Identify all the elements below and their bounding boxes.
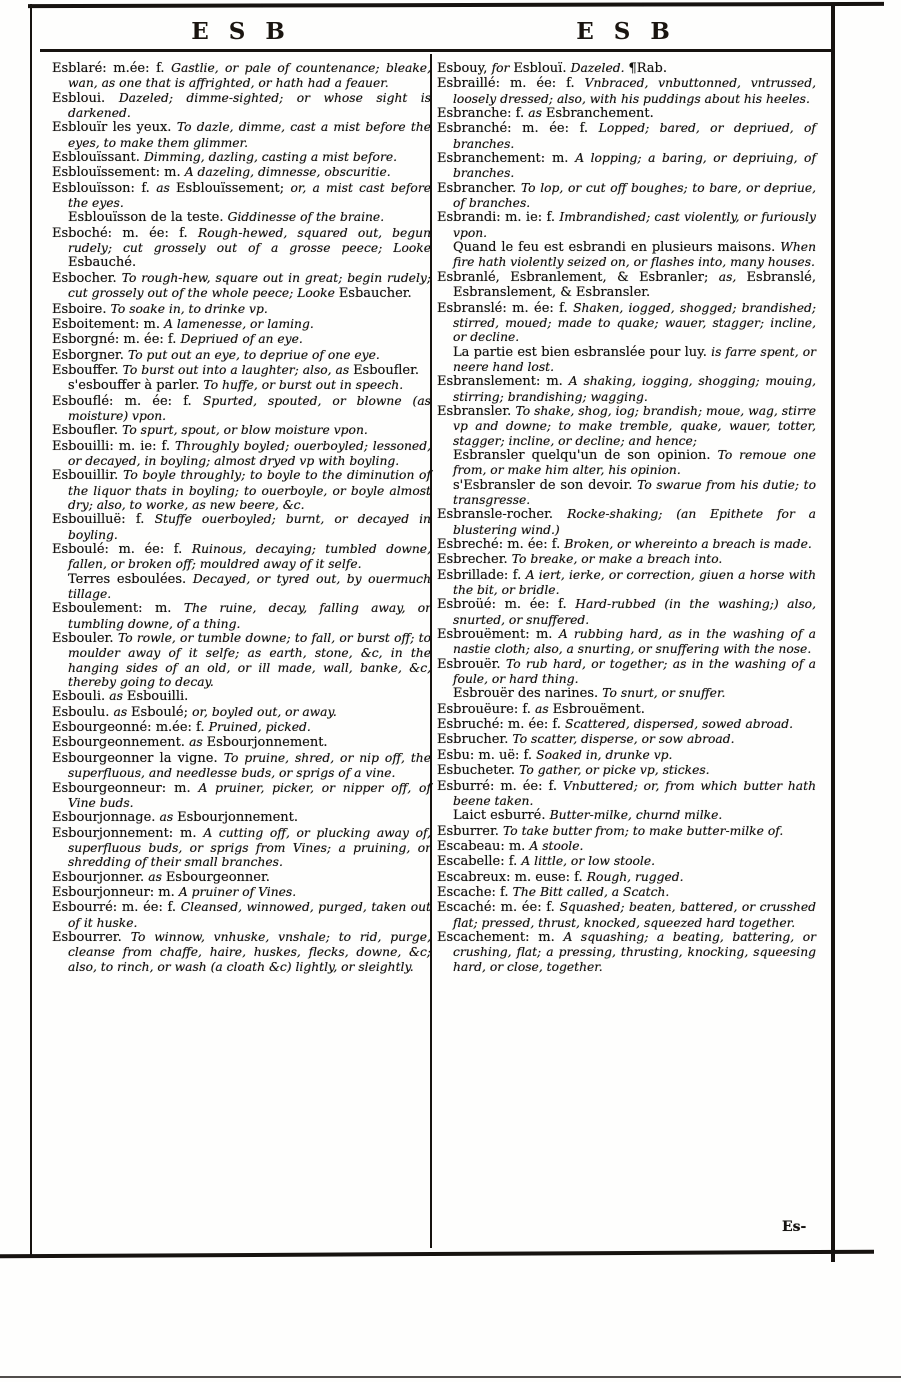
headword-text: Esbouffer.	[52, 362, 123, 378]
headword-text: Esbranslement: m.	[437, 374, 569, 390]
headword-text: Escabeau: m.	[437, 838, 530, 854]
definition-text: A lopping; a baring, or depriuing, of branches.	[453, 151, 817, 181]
definition-text: A dazeling, dimnesse, obscuritie.	[184, 165, 391, 180]
definition-text: is farre spent, or neere hand lost.	[453, 344, 816, 374]
catchword: Es-	[782, 1219, 807, 1235]
definition-text: To spurt, spout, or blow moisture vpon.	[122, 423, 368, 438]
headword-text: Esbourgeonneur: m.	[52, 780, 199, 796]
definition-text: To breake, or make a breach into.	[511, 552, 723, 567]
headword-text: Esbrecher.	[437, 552, 512, 568]
definition-text: To burst out into a laughter; also, as	[122, 362, 354, 377]
definition-text: for	[491, 61, 514, 75]
definition-text: as	[156, 180, 177, 195]
headword-text: s'Esbransler de son devoir.	[453, 477, 638, 493]
definition-text: Shaken, iogged, shogged; brandished; stirred, moued; made to quake; wauer, stagger; incline, or decline.	[453, 300, 817, 345]
dictionary-entry	[52, 781, 431, 811]
definition-text: To rowle, or tumble downe; to fall, or burst off; to moulder away of it selfe; as earth, stone, &c, in the hanging sides of an old, or ill made, wall, banke, &c, thereby going to decay.	[68, 631, 432, 690]
definition-text: Throughly boyled; ouerboyled; lessoned, or decayed, in boyling; almost dryed vp with boyling.	[68, 438, 431, 468]
definition-text: as	[535, 701, 553, 716]
headword-text: Esbouflé: m. ée: f.	[52, 393, 203, 409]
headword-text: Esblaré: m.ée: f.	[52, 61, 172, 76]
headword-text: Esbransle-rocher.	[437, 507, 568, 523]
dictionary-entry	[52, 150, 431, 165]
headword-text: Esboufler.	[52, 423, 123, 439]
headword-text: Esbouy,	[437, 61, 492, 76]
dictionary-subentry	[437, 686, 816, 701]
dictionary-entry	[52, 348, 431, 363]
headword-text: Esbouilluë: f.	[52, 512, 155, 528]
headword-text: Esblouïssement: m.	[52, 165, 185, 181]
headword-text: Esbourjonnage.	[52, 810, 160, 826]
dictionary-entry	[437, 106, 816, 121]
definition-text: To swarue from his dutie; to transgresse.	[453, 477, 816, 507]
definition-text: To pruine, shred, or nip off, the superfluous, and needlesse buds, or sprigs of a vine.	[68, 750, 431, 781]
headword-text: Escabreux: m. euse: f.	[437, 869, 587, 885]
headword-text: Esbransler quelqu'un de son opinion.	[453, 447, 718, 463]
definition-text: Ruinous, decaying; tumbled downe, fallen, or broken off; mouldred away of it selfe.	[68, 542, 431, 572]
dictionary-subentry	[437, 478, 816, 508]
dictionary-entry	[437, 717, 816, 732]
headword-text: Esbouillir.	[52, 468, 124, 484]
dictionary-entry	[437, 870, 816, 885]
definition-text: The ruine, decay, falling away, or tumbling downe, of a thing.	[68, 601, 431, 631]
definition-text: A shaking, iogging, shogging; mouing, stirring; brandishing; wagging.	[453, 374, 816, 404]
definition-text: as,	[718, 269, 747, 284]
definition-text: as	[528, 106, 546, 121]
definition-text: Imbrandished; cast violently, or furiously vpon.	[453, 210, 816, 240]
dictionary-entry	[52, 165, 431, 180]
dictionary-entry	[52, 705, 431, 720]
headword-text: Esbrucher.	[437, 732, 513, 748]
headword-text: Esbraillé: m. ée: f.	[437, 76, 585, 92]
headword-text: Esblouïsson: f.	[52, 180, 157, 196]
dictionary-entry	[52, 120, 431, 150]
definition-text: Butter-milke, churnd milke.	[549, 808, 723, 823]
dictionary-entry	[437, 270, 816, 301]
dictionary-entry	[437, 824, 816, 839]
definition-text: To put out an eye, to depriue of one eye.	[127, 347, 380, 362]
dictionary-entry	[437, 121, 816, 151]
dictionary-entry	[437, 552, 816, 567]
definition-text: Dazeled.	[570, 61, 629, 75]
dictionary-entry	[437, 732, 816, 747]
headword-text: Esbroüé: m. ée: f.	[437, 597, 576, 613]
headword-text: La partie est bien esbranslée pour luy.	[453, 344, 712, 360]
headword-text: Terres esboulées.	[68, 571, 193, 587]
headword-text: Esbourgeonnement.	[52, 735, 190, 751]
dictionary-column-right	[437, 61, 816, 974]
dictionary-entry	[52, 751, 431, 781]
dictionary-entry	[52, 394, 431, 424]
headword-text: Escaché: m. ée: f.	[437, 900, 560, 916]
headword-text: Quand le feu est esbrandi en plusieurs maisons.	[453, 240, 781, 256]
headword-text: Esburré: m. ée: f.	[437, 778, 563, 794]
headword-text: Escabelle: f.	[437, 854, 522, 870]
dictionary-entry	[437, 839, 816, 854]
page-bottom-rule	[0, 1250, 874, 1259]
definition-text: A squashing; a beating, battering, or crushing, flat; a pressing, thrusting, knocking, squeesing hard, or close, together.	[453, 929, 817, 974]
definition-text: To lop, or cut off boughes; to bare, or depriue, of branches.	[453, 180, 817, 211]
headword-text: Esbouler.	[52, 631, 118, 647]
headword-text: Esbourjonner.	[52, 869, 149, 885]
dictionary-entry	[52, 900, 431, 930]
headword-text: Esbreché: m. ée: f.	[437, 537, 565, 552]
dictionary-entry	[52, 930, 431, 974]
definition-text: Soaked in, drunke vp.	[536, 747, 673, 762]
definition-text: To shake, shog, iog; brandish; moue, wag, stirre vp and downe; to make tremble, quake, wauer, totter, stagger; incline, or decline; and hence;	[453, 403, 816, 448]
headword-text: Esbourrer.	[52, 929, 131, 945]
dictionary-entry	[52, 720, 431, 735]
headword-text: Esbourjonnement.	[206, 735, 328, 751]
definition-text: Pruined, picked.	[208, 720, 311, 735]
headword-text: Esbloui.	[52, 90, 119, 106]
definition-text: or, boyled out, or away.	[192, 704, 337, 719]
dictionary-subentry	[437, 345, 816, 375]
headword-text: Esborgner.	[52, 347, 128, 363]
dictionary-entry	[437, 568, 816, 598]
headword-text: Esboire.	[52, 301, 111, 317]
headword-text: Esbourjonneur: m.	[52, 884, 179, 900]
definition-text: Squashed; beaten, battered, or crusshed flat; pressed, thrust, knocked, squeezed hard together.	[453, 900, 816, 930]
dictionary-entry	[437, 507, 816, 537]
headword-text: Esbrancher.	[437, 180, 521, 196]
dictionary-entry	[437, 61, 816, 76]
headword-text: Esbranlé, Esbranlement, & Esbranler;	[437, 269, 719, 285]
definition-text: To take butter from; to make butter-milke of.	[503, 823, 784, 838]
headword-text: Esbrouëure: f.	[437, 701, 535, 717]
dictionary-entry	[52, 601, 431, 631]
definition-text: A rubbing hard, as in the washing of a nastie cloth; also, a snurting, or snuffering with the nose.	[453, 627, 817, 657]
scan-foot-edge-line	[0, 1376, 901, 1378]
definition-text: To winnow, vnhuske, vnshale; to rid, purge, cleanse from chaffe, haire, huskes, flecks, downe, &c; also, to rinch, or wash (a cloath &c) lightly, or sleightly.	[68, 929, 431, 974]
definition-text: Vnbraced, vnbuttonned, vntrussed, loosely dressed; also, with his puddings about his heeles.	[453, 76, 816, 106]
dictionary-entry	[52, 512, 431, 542]
definition-text: A pruiner of Vines.	[178, 884, 297, 899]
page-left-border	[30, 4, 32, 1256]
definition-text: To remoue one from, or make him alter, his opinion.	[453, 447, 816, 478]
dictionary-entry	[52, 689, 431, 704]
dictionary-entry	[437, 702, 816, 717]
dictionary-entry	[437, 779, 816, 809]
definition-text: To dazle, dimme, cast a mist before the eyes, to make them glimmer.	[68, 120, 431, 150]
dictionary-entry	[52, 423, 431, 438]
headword-text: Esbranche: f.	[437, 106, 529, 122]
dictionary-entry	[52, 271, 431, 302]
headword-text: Esboulement: m.	[52, 601, 184, 617]
dictionary-entry	[437, 210, 816, 240]
headword-text: ¶Rab.	[628, 61, 668, 76]
headword-text: Esblouïsson de la teste.	[68, 210, 228, 226]
headword-text: Esbauché.	[68, 255, 137, 271]
definition-text: as	[109, 689, 127, 704]
definition-text: Giddinesse of the braine.	[227, 210, 385, 225]
dictionary-entry	[52, 631, 431, 689]
headword-text: Esbruché: m. ée: f.	[437, 717, 566, 733]
dictionary-entry	[52, 810, 431, 825]
headword-text: Esboulu.	[52, 704, 114, 720]
dictionary-entry	[52, 542, 431, 572]
dictionary-entry	[52, 332, 431, 347]
dictionary-entry	[52, 885, 431, 900]
dictionary-entry	[437, 301, 816, 345]
headword-text: Esborgné: m. ée: f.	[52, 332, 181, 348]
dictionary-subentry	[52, 572, 431, 602]
headword-text: Esbrouër.	[437, 656, 507, 672]
definition-text: Dazeled; dimme-sighted; or whose sight is darkened.	[68, 90, 431, 121]
headword-text: Escache: f.	[437, 884, 513, 900]
definition-text: To gather, or picke vp, stickes.	[519, 763, 710, 778]
headword-text: Esblouï.	[513, 61, 571, 76]
definition-text: A lamenesse, or laming.	[164, 316, 314, 331]
dictionary-subentry	[437, 808, 816, 823]
dictionary-entry	[52, 317, 431, 332]
definition-text: as	[189, 735, 207, 750]
headword-text: Esboché: m. ée: f.	[52, 225, 198, 241]
dictionary-entry	[52, 226, 431, 271]
dictionary-entry	[52, 826, 431, 870]
headword-text: Escachement: m.	[437, 929, 564, 945]
dictionary-entry	[52, 735, 431, 750]
dictionary-entry	[437, 374, 816, 404]
dictionary-entry	[437, 748, 816, 763]
dictionary-entry	[437, 885, 816, 900]
dictionary-subentry	[437, 448, 816, 478]
definition-text: To huffe, or burst out in speech.	[203, 378, 404, 393]
headword-text: Esbourjonnement.	[177, 810, 299, 826]
headword-text: Esbourgeonné: m.ée: f.	[52, 720, 209, 736]
dictionary-column-left	[52, 61, 431, 974]
definition-text: Hard-rubbed (in the washing;) also, snurted, or snuffered.	[453, 597, 816, 627]
definition-text: To boyle throughly; to boyle to the diminution of the liquor thats in boyling; to ouerboyle, or boyle almost dry; also, to worke, as new beere, &c.	[68, 468, 431, 512]
headword-text: Esbransler.	[437, 403, 516, 419]
headword-text: Esbucheter.	[437, 763, 520, 779]
headword-text: Esbranchement: m.	[437, 151, 576, 167]
definition-text: or, a mist cast before the eyes.	[68, 180, 431, 211]
headword-text: Esbrillade: f.	[437, 567, 526, 583]
definition-text: Stuffe ouerboyled; burnt, or decayed in boyling.	[68, 512, 431, 542]
headword-text: s'esbouffer à parler.	[68, 378, 204, 394]
headword-text: Esbu: m. uë: f.	[437, 747, 537, 763]
headword-text: Esbourgeonner la vigne.	[52, 750, 224, 766]
dictionary-entry	[52, 181, 431, 211]
headword-text: Esbourré: m. ée: f.	[52, 900, 181, 916]
dictionary-entry	[437, 657, 816, 687]
dictionary-entry	[437, 854, 816, 869]
headword-text: Esboitement: m.	[52, 316, 165, 332]
dictionary-entry	[52, 439, 431, 469]
definition-text: Broken, or whereinto a breach is made.	[564, 537, 812, 551]
definition-text: A little, or low stoole.	[521, 854, 656, 869]
dictionary-entry	[52, 91, 431, 121]
dictionary-entry	[52, 870, 431, 885]
dictionary-entry	[52, 363, 431, 378]
definition-text: Vnbuttered; or, from which butter hath beene taken.	[453, 778, 816, 808]
definition-text: To soake in, to drinke vp.	[110, 301, 268, 316]
dictionary-entry	[437, 627, 816, 657]
definition-text: Rough-hewed, squared out, begun rudely; cut grossely out of a grosse peece; Looke	[68, 225, 431, 256]
header-rule	[40, 49, 832, 52]
headword-text: Esboulé: m. ée: f.	[52, 542, 192, 557]
definition-text: A cutting off, or plucking away of, superfluous buds, or sprigs from Vines; a pruining, or shredding of their small branches.	[68, 825, 431, 870]
dictionary-subentry	[437, 240, 816, 270]
headword-text: Esbaucher.	[338, 286, 412, 302]
headword-text: Esbourjonnement: m.	[52, 825, 204, 841]
dictionary-subentry	[52, 210, 431, 225]
dictionary-entry	[437, 597, 816, 627]
definition-text: To scatter, disperse, or sow abroad.	[512, 732, 735, 747]
definition-text: Cleansed, winnowed, purged, taken out of it huske.	[68, 900, 431, 930]
definition-text: A stoole.	[529, 838, 584, 853]
definition-text: Scattered, dispersed, sowed abroad.	[565, 717, 794, 732]
headword-text: Esbrandi: m. ie: f.	[437, 210, 560, 226]
headword-text: Esbouilli: m. ie: f.	[52, 438, 175, 454]
dictionary-entry	[52, 468, 431, 512]
running-head-right: E S B	[576, 18, 676, 45]
definition-text: When fire hath violently seized on, or flashes into, many houses.	[453, 240, 816, 270]
dictionary-entry	[437, 763, 816, 778]
definition-text: A pruiner, picker, or nipper off, of Vine buds.	[68, 780, 431, 810]
running-head-left: E S B	[191, 18, 291, 45]
definition-text: To rough-hew, square out in great; begin rudely; cut grossely out of the whole peece; Looke	[68, 270, 431, 301]
definition-text: as	[148, 869, 166, 884]
dictionary-entry	[52, 302, 431, 317]
dictionary-subentry	[52, 378, 431, 393]
dictionary-entry	[52, 61, 431, 91]
headword-text: Laict esburré.	[453, 808, 550, 824]
headword-text: Esbouilli.	[126, 689, 189, 705]
headword-text: Esblouïssant.	[52, 150, 144, 166]
definition-text: The Bitt called, a Scatch.	[512, 884, 670, 899]
definition-text: Rocke-shaking; (an Epithete for a blustering wind.)	[453, 507, 816, 537]
headword-text: Esbourgeonner.	[165, 869, 270, 885]
dictionary-entry	[437, 151, 816, 181]
headword-text: Esblouïr les yeux.	[52, 120, 177, 136]
dictionary-entry	[437, 76, 816, 106]
dictionary-entry	[437, 404, 816, 448]
dictionary-entry	[437, 900, 816, 930]
headword-text: Esbouli.	[52, 689, 110, 705]
headword-text: Esbrouër des narines.	[453, 686, 603, 702]
definition-text: Gastlie, or pale of countenance; bleake, wan, as one that is affrighted, or hath had a feauer.	[68, 61, 431, 91]
headword-text: Esbranché: m. ée: f.	[437, 121, 599, 137]
definition-text: Decayed, or tyred out, by ouermuch tillage.	[68, 571, 431, 602]
page-top-rule	[28, 2, 884, 8]
dictionary-entry	[437, 930, 816, 974]
headword-text: Esbranslé: m. ée: f.	[437, 300, 574, 316]
definition-text: Depriued of an eye.	[180, 332, 303, 347]
headword-text: Esbranslé, Esbranslement, & Esbransler.	[453, 269, 817, 301]
definition-text: To snurt, or snuffer.	[602, 686, 726, 701]
definition-text: as	[159, 810, 178, 825]
definition-text: Dimming, dazling, casting a mist before.	[143, 150, 398, 165]
definition-text: To rub hard, or together; as in the washing of a foule, or hard thing.	[453, 656, 817, 687]
dictionary-entry	[437, 181, 816, 211]
definition-text: Lopped; bared, or depriued, of branches.	[453, 121, 816, 151]
definition-text: A iert, ierke, or correction, giuen a horse with the bit, or bridle.	[453, 567, 817, 598]
definition-text: as	[113, 704, 132, 719]
headword-text: Esboufler.	[353, 362, 420, 378]
dictionary-entry	[437, 537, 816, 552]
headword-text: Esburrer.	[437, 823, 504, 839]
definition-text: Spurted, spouted, or blowne (as moisture) vpon.	[68, 393, 431, 423]
headword-text: Esbranchement.	[545, 106, 654, 122]
headword-text: Esbocher.	[52, 270, 122, 286]
definition-text: Rough, rugged.	[586, 869, 684, 884]
headword-text: Esbrouëment: m.	[437, 627, 559, 643]
headword-text: Esboulé;	[131, 704, 193, 720]
headword-text: Esbrouëment.	[552, 701, 645, 717]
headword-text: Esblouïssement;	[176, 180, 291, 196]
page-right-border	[831, 4, 835, 1262]
